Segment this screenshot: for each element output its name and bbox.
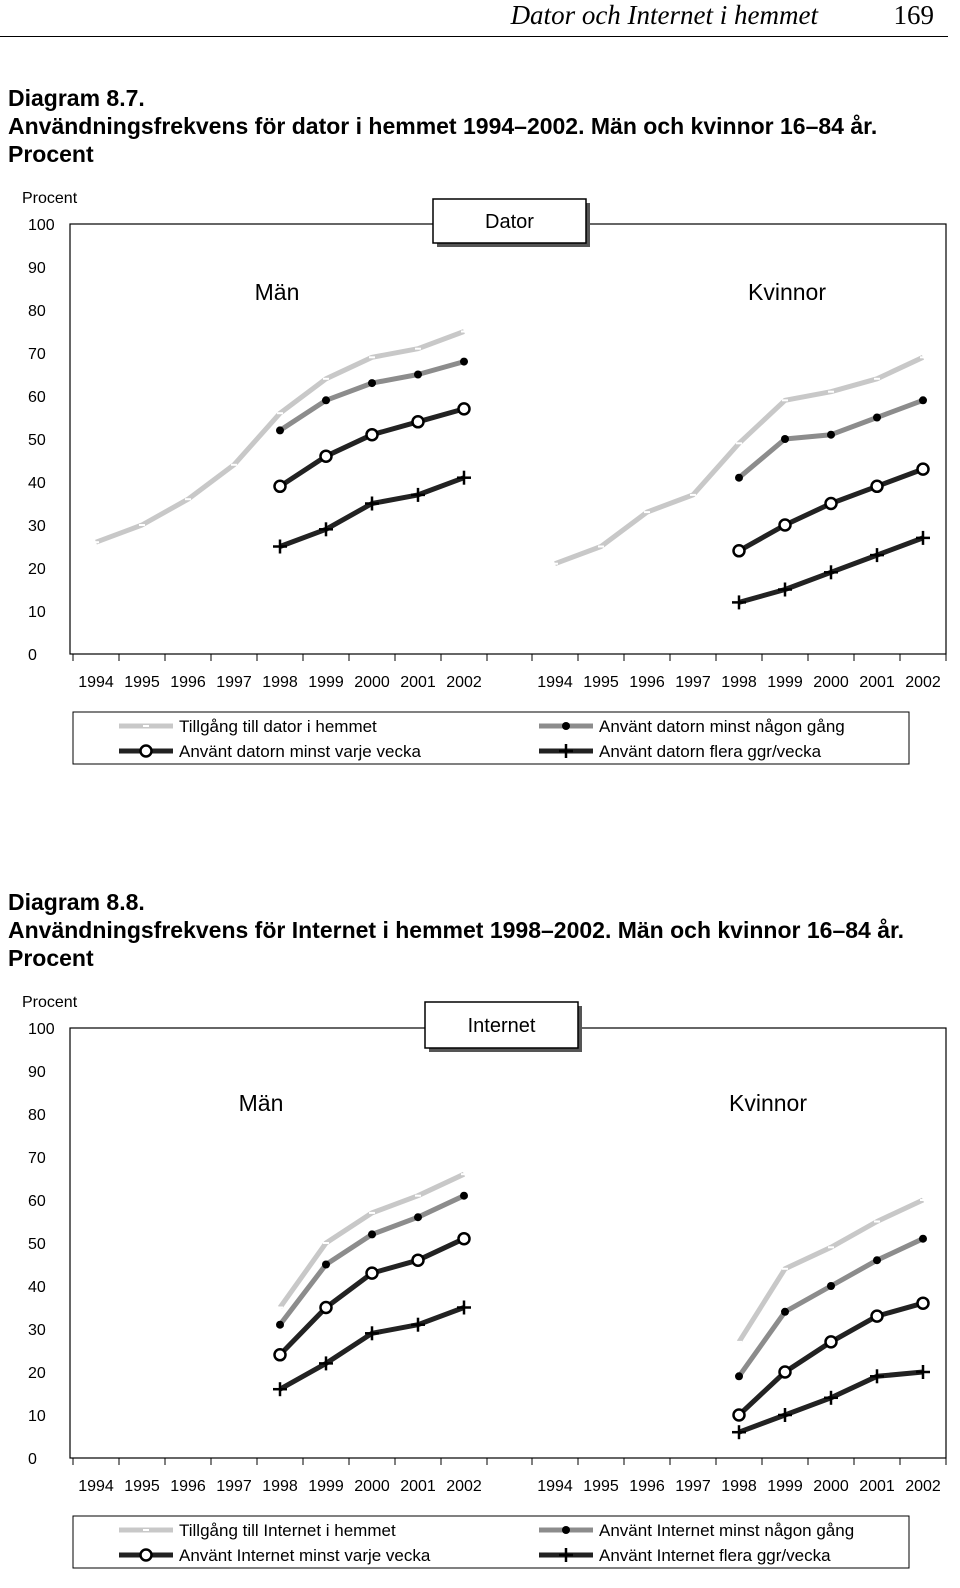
x-tick-label: 1998 [262,1478,298,1495]
y-tick-label: 100 [28,217,55,234]
series-line [739,400,923,477]
series-line [739,1239,923,1377]
x-tick-label: 1995 [124,1478,160,1495]
data-point [322,396,330,404]
series-2 [735,396,927,481]
legend-label: Använt Internet minst varje vecka [179,1546,431,1565]
data-point [413,1255,424,1266]
x-tick-label: 2002 [446,1478,482,1495]
chart-dator [0,180,960,780]
legend-marker [141,746,152,757]
x-tick-label: 1999 [767,1478,803,1495]
series-line [280,362,464,431]
x-tick-label: 1995 [583,1478,619,1495]
page-number: 169 [893,0,934,30]
x-tick-label: 2000 [354,1478,390,1495]
x-tick-label: 1997 [675,674,711,691]
data-point [321,451,332,462]
data-point [872,481,883,492]
caption-title: Användningsfrekvens för dator i hemmet 1994–2002. Män och kvinnor 16–84 år. Procent [8,113,878,167]
data-point [276,1321,284,1329]
data-point [459,1233,470,1244]
data-point [824,565,838,579]
data-point [916,531,930,545]
legend-label: Tillgång till dator i hemmet [179,717,377,736]
running-head [0,0,948,37]
y-tick-label: 60 [28,1193,46,1210]
x-tick-label: 1997 [216,1478,252,1495]
data-point [778,583,792,597]
x-tick-label: 2001 [859,1478,895,1495]
series-line [555,357,923,563]
caption-number: Diagram 8.8. [8,889,145,915]
y-tick-label: 0 [28,1451,37,1468]
data-point [826,1336,837,1347]
series-line [280,409,464,486]
legend-marker [562,1526,570,1534]
data-point [275,1349,286,1360]
x-tick-label: 2001 [400,674,436,691]
legend-label: Använt datorn minst någon gång [599,717,845,736]
panel-label: Män [254,279,300,305]
data-point [780,520,791,531]
y-tick-label: 30 [28,518,46,535]
y-tick-label: 50 [28,1236,46,1253]
series-1 [736,1200,926,1342]
data-point [322,1261,330,1269]
legend-label: Tillgång till Internet i hemmet [179,1521,396,1540]
x-tick-label: 1994 [537,1478,573,1495]
legend-label: Använt Internet minst någon gång [599,1521,855,1540]
series-2 [735,1235,927,1381]
y-tick-label: 90 [28,260,46,277]
series-line [280,1308,464,1390]
chart-internet [0,984,960,1588]
y-tick-label: 10 [28,1408,46,1425]
data-point [414,371,422,379]
y-tick-label: 70 [28,1150,46,1167]
y-tick-label: 90 [28,1064,46,1081]
data-point [368,379,376,387]
plot-frame [70,1028,946,1458]
legend-marker [562,722,570,730]
y-tick-label: 20 [28,561,46,578]
chart-caption-dator [8,84,948,168]
data-point [368,1230,376,1238]
x-tick-label: 1994 [78,1478,114,1495]
y-tick-label: 80 [28,1107,46,1124]
y-tick-label: 20 [28,1365,46,1382]
series-3 [734,464,929,557]
data-point [367,429,378,440]
data-point [734,1410,745,1421]
data-point [919,1235,927,1243]
legend-label: Använt Internet flera ggr/vecka [599,1546,831,1565]
data-point [918,464,929,475]
data-point [413,416,424,427]
x-tick-label: 1998 [721,1478,757,1495]
y-tick-label: 60 [28,389,46,406]
data-point [457,471,471,485]
y-tick-label: 10 [28,604,46,621]
data-point [873,1256,881,1264]
legend-marker [141,1550,152,1561]
x-tick-label: 1998 [262,674,298,691]
data-point [735,474,743,482]
chart-title: Internet [467,1015,536,1037]
data-point [459,403,470,414]
data-point [321,1302,332,1313]
series-1 [552,357,926,563]
running-head-title: Dator och Internet i hemmet [510,0,818,30]
y-tick-label: 50 [28,432,46,449]
series-4 [273,1301,471,1397]
y-axis-title: Procent [22,994,78,1011]
data-point [275,481,286,492]
x-tick-label: 1998 [721,674,757,691]
data-point [734,545,745,556]
series-line [280,478,464,547]
x-tick-label: 2002 [446,674,482,691]
data-point [918,1298,929,1309]
x-tick-label: 1996 [170,674,206,691]
data-point [457,1301,471,1315]
data-point [780,1367,791,1378]
x-tick-label: 1996 [629,1478,665,1495]
data-point [732,595,746,609]
series-4 [732,531,930,610]
y-tick-label: 40 [28,1279,46,1296]
caption-number: Diagram 8.7. [8,85,145,111]
x-tick-label: 2000 [813,1478,849,1495]
chart-caption-internet [8,888,948,972]
data-point [414,1213,422,1221]
data-point [411,488,425,502]
x-tick-label: 1999 [308,1478,344,1495]
series-1 [93,332,467,543]
y-tick-label: 80 [28,303,46,320]
x-tick-label: 1996 [170,1478,206,1495]
x-tick-label: 1997 [675,1478,711,1495]
y-tick-label: 0 [28,647,37,664]
legend-label: Använt datorn minst varje vecka [179,742,421,761]
data-point [872,1311,883,1322]
x-tick-label: 1997 [216,674,252,691]
y-tick-label: 100 [28,1021,55,1038]
x-tick-label: 1994 [78,674,114,691]
data-point [919,396,927,404]
y-tick-label: 30 [28,1322,46,1339]
data-point [735,1372,743,1380]
x-tick-label: 2002 [905,1478,941,1495]
panel-label: Kvinnor [748,279,826,305]
data-point [732,1425,746,1439]
x-tick-label: 1995 [124,674,160,691]
x-tick-label: 1996 [629,674,665,691]
series-4 [732,1365,930,1439]
data-point [273,540,287,554]
series-line [96,332,464,543]
y-tick-label: 40 [28,475,46,492]
data-point [827,1282,835,1290]
x-tick-label: 1994 [537,674,573,691]
data-point [827,431,835,439]
caption-title: Användningsfrekvens för Internet i hemmet 1998–2002. Män och kvinnor 16–84 år. Procent [8,917,905,971]
panel-label: Kvinnor [729,1090,807,1116]
y-tick-label: 70 [28,346,46,363]
data-point [367,1268,378,1279]
series-4 [273,471,471,554]
data-point [778,1408,792,1422]
data-point [826,498,837,509]
data-point [460,358,468,366]
data-point [276,426,284,434]
x-tick-label: 1999 [308,674,344,691]
y-axis-title: Procent [22,190,78,207]
data-point [781,435,789,443]
data-point [873,414,881,422]
x-tick-label: 2000 [354,674,390,691]
data-point [460,1192,468,1200]
data-point [870,548,884,562]
data-point [916,1365,930,1379]
data-point [411,1318,425,1332]
x-tick-label: 2002 [905,674,941,691]
x-tick-label: 2001 [859,674,895,691]
x-tick-label: 1995 [583,674,619,691]
series-line [739,1200,923,1342]
panel-label: Män [238,1090,284,1116]
x-tick-label: 2001 [400,1478,436,1495]
chart-title: Dator [485,211,534,233]
x-tick-label: 2000 [813,674,849,691]
x-tick-label: 1999 [767,674,803,691]
legend-label: Använt datorn flera ggr/vecka [599,742,822,761]
data-point [781,1308,789,1316]
